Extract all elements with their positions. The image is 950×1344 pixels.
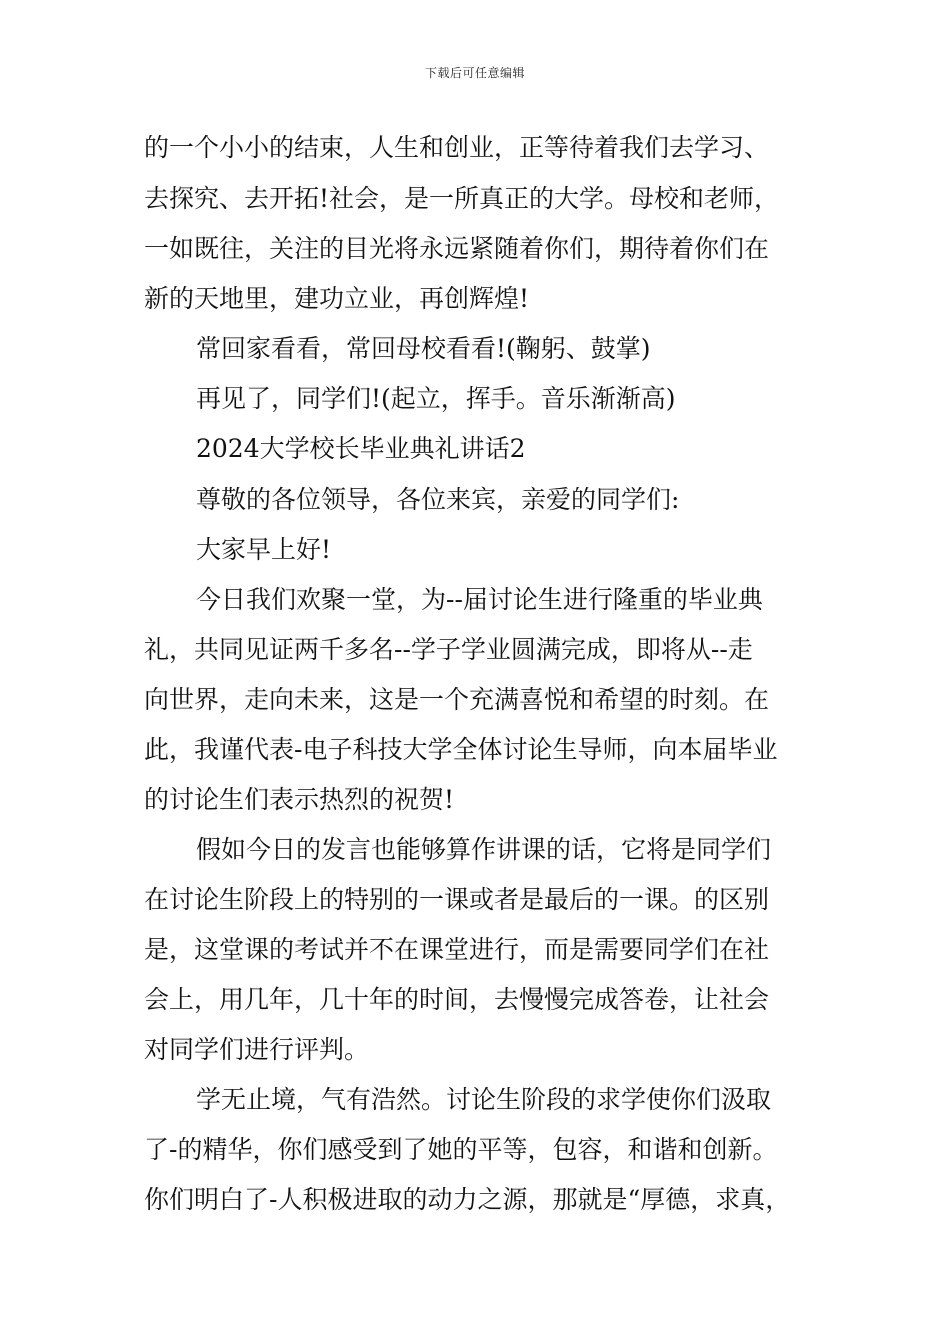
text-line: 你们明白了-人积极进取的动力之源，那就是“厚德，求真， [144,1185,791,1214]
text-line: 此，我谨代表-电子科技大学全体讨论生导师，向本届毕业 [144,735,778,764]
text-line: 是，这堂课的考试并不在课堂进行，而是需要同学们在社 [144,935,770,964]
text-line: 学无止境，气有浩然。讨论生阶段的求学使你们汲取 [196,1085,772,1114]
text-line: 的讨论生们表示热烈的祝贺! [144,785,455,814]
text-line: 去探究、去开拓!社会，是一所真正的大学。母校和老师， [144,184,780,213]
text-line: 今日我们欢聚一堂，为--届讨论生进行隆重的毕业典 [196,585,763,614]
text-line: 向世界，走向未来，这是一个充满喜悦和希望的时刻。在 [144,685,770,714]
text-line: 假如今日的发言也能够算作讲课的话，它将是同学们 [196,835,772,864]
page-header: 下载后可任意编辑 [424,66,525,80]
text-line: 会上，用几年，几十年的时间，去慢慢完成答卷，让社会 [144,985,770,1014]
text-line: 了-的精华，你们感受到了她的平等，包容，和谐和创新。 [144,1135,778,1164]
text-line: 一如既往，关注的目光将永远紧随着你们，期待着你们在 [144,234,770,263]
greeting: 大家早上好! [196,535,332,564]
text-line: 的一个小小的结束，人生和创业，正等待着我们去学习、 [144,133,770,162]
text-line: 再见了，同学们!(起立，挥手。音乐渐渐高) [196,384,676,413]
salutation: 尊敬的各位领导，各位来宾，亲爱的同学们: [196,485,680,514]
text-line: 在讨论生阶段上的特别的一课或者是最后的一课。的区别 [144,885,770,914]
text-line: 新的天地里，建功立业，再创辉煌! [144,284,530,313]
text-line: 常回家看看，常回母校看看!(鞠躬、鼓掌) [196,334,651,363]
section-title: 2024大学校长毕业典礼讲话2 [196,434,526,463]
text-line: 礼，共同见证两千多名--学子学业圆满完成，即将从--走 [144,635,753,664]
text-line: 对同学们进行评判。 [144,1035,370,1064]
